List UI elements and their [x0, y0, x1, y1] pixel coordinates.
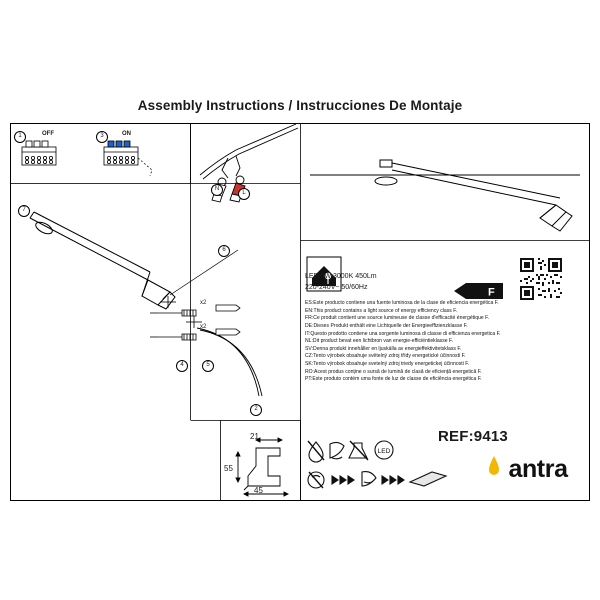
panel-icon	[410, 472, 446, 486]
spec-line-2: 220-240V~ 50/60Hz	[305, 283, 368, 291]
reference-value: 9413	[473, 428, 508, 445]
step-marker-1: 1	[14, 131, 26, 143]
svg-text:F: F	[488, 286, 495, 299]
lang-sv: SV:Denna produkt innehåller en ljuskälla av energieffektivitetsklass F.	[305, 345, 462, 352]
brand-name: antra	[508, 455, 568, 483]
lang-de: DE:Dieses Produkt enthält eine Lichtquelle der Energieeffizienzklasse F.	[305, 322, 468, 329]
lang-fr: FR:Ce produit contient une source lumineuse de classe d'efficacité énergétique F.	[305, 315, 490, 322]
electrical-specs	[305, 272, 377, 294]
arrows-icon-2	[382, 476, 404, 484]
lang-nl: NL:Dit product bevat een lichtbron van energie-efficiëntieklasse F.	[305, 338, 453, 345]
step-marker-2: 2	[250, 404, 262, 416]
step-marker-5: 5	[202, 360, 214, 372]
lang-cz: CZ:Tento výrobek obsahuje světelný zdroj třídy energetické účinnosti F.	[305, 353, 466, 360]
switch-on-label: ON	[122, 131, 131, 137]
terminal-marker-n: N	[211, 184, 223, 196]
led-lamp-icon	[375, 441, 393, 459]
switch-off-label: OFF	[42, 131, 54, 137]
qr-code-icon	[520, 258, 562, 300]
dimension-depth: 45	[254, 486, 263, 495]
lang-es: ES:Este producto contiene una fuente luminosa de la clase de eficiencia energética F.	[305, 300, 499, 306]
no-chemicals-icon	[349, 441, 368, 460]
step-marker-7: 7	[18, 205, 30, 217]
lang-it: IT:Questo prodotto contiene una sorgente luminosa di classe di efficienza energetica F.	[305, 330, 501, 337]
cloth-wipe-icon	[330, 442, 344, 458]
no-abrasive-icon	[308, 472, 324, 488]
lang-en: EN:This product contains a light source of energy efficiency class F.	[305, 307, 458, 314]
lang-ro: RO:Acest produs conține o sursă de lumină de clasă de eficiență energetică F.	[305, 368, 482, 375]
energy-class-f-badge	[452, 282, 504, 300]
reference	[438, 428, 508, 445]
dimension-width: 21	[250, 432, 259, 441]
svg-text:LED: LED	[377, 448, 391, 455]
spec-line-1: LED 5W 3000K 450Lm	[305, 273, 377, 280]
no-water-icon	[308, 441, 324, 462]
brand-logo	[488, 455, 568, 484]
lang-sk: SK:Tento výrobok obsahuje svetelný zdroj triedy energetickej účinnosti F.	[305, 361, 470, 368]
step-marker-6: 6	[218, 245, 230, 257]
page-title: Assembly Instructions / Instrucciones De Montaje	[137, 98, 463, 113]
step-marker-4: 4	[176, 360, 188, 372]
dimension-height: 55	[224, 464, 233, 473]
reference-label: REF:	[438, 428, 474, 445]
dimension-drawing	[218, 418, 318, 508]
lang-pt: PT:Este produto contém uma fonte de luz de classe de eficiência energética F.	[305, 376, 482, 383]
cloth-icon	[362, 472, 376, 486]
screw-qty-2: x2	[200, 324, 207, 330]
care-pictograms	[306, 438, 456, 500]
screw-qty-1: x2	[200, 300, 207, 306]
terminal-marker-l: L	[238, 188, 250, 200]
arrows-icon-1	[332, 476, 354, 484]
step-marker-3: 3	[96, 131, 108, 143]
language-declarations	[305, 300, 587, 384]
